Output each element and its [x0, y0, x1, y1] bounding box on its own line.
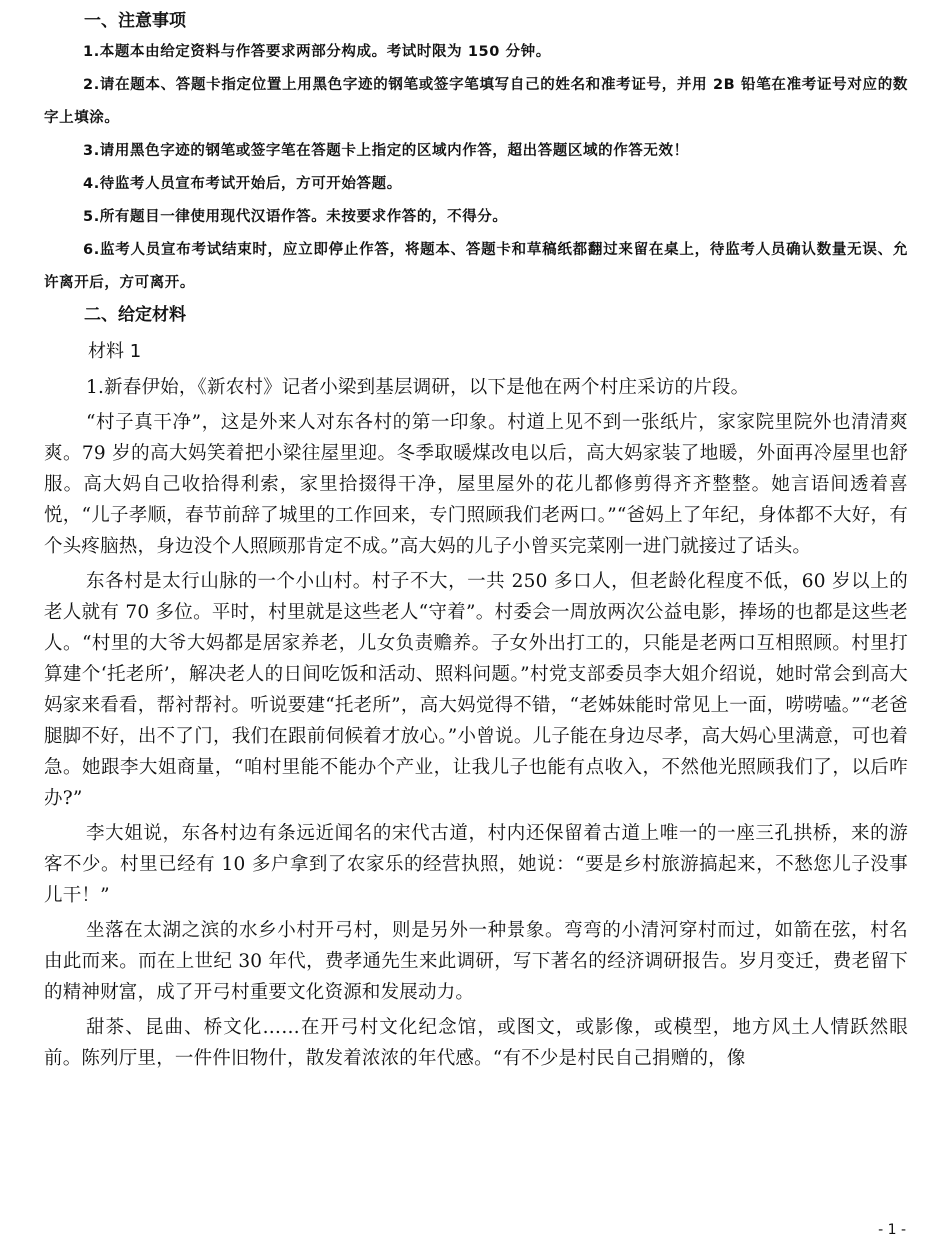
material-paragraph-4: 李大姐说，东各村边有条远近闻名的宋代古道，村内还保留着古道上唯一的一座三孔拱桥，来的游客不少。村里已经有 10 多户拿到了农家乐的经营执照，她说：“要是乡村旅游搞起来，不愁您儿子没事儿干！” — [44, 823, 908, 906]
notice-item-3: 3.请用黑色字迹的钢笔或签字笔在答题卡上指定的区域内作答，超出答题区域的作答无效！ — [83, 143, 689, 159]
document-page — [44, 6, 908, 1078]
material-paragraph-2: “村子真干净”，这是外来人对东各村的第一印象。村道上见不到一张纸片，家家院里院外也清清爽爽。79 岁的高大妈笑着把小梁往屋里迎。冬季取暖煤改电以后，高大妈家装了地暖，外面再冷屋里也舒服。高大妈自己收拾得利索，家里拾掇得干净，屋里屋外的花儿都修剪得齐齐整整。她言语间透着喜悦，“儿子孝顺，春节前辞了城里的工作回来，专门照顾我们老两口。”“爸妈上了年纪，身体都不大好，有个头疼脑热，身边没个人照顾那肯定不成。”高大妈的儿子小曾买完菜刚一进门就接过了话头。 — [44, 412, 908, 557]
notice-item-5: 5.所有题目一律使用现代汉语作答。未按要求作答的，不得分。 — [83, 209, 508, 225]
notice-item-1: 1.本题本由给定资料与作答要求两部分构成。考试时限为 150 分钟。 — [83, 44, 551, 60]
materials-heading: 二、给定材料 — [84, 305, 186, 325]
material-paragraph-3: 东各村是太行山脉的一个小山村。村子不大，一共 250 多口人，但老龄化程度不低，60 岁以上的老人就有 70 多位。平时，村里就是这些老人“守着”。村委会一周放两次公益电影，捧场的也都是这些老人。“村里的大爷大妈都是居家养老，儿女负责赡养。子女外出打工的，只能是老两口互相照顾。村里打算建个‘托老所’，解决老人的日间吃饭和活动、照料问题。”村党支部委员李大姐介绍说，她时常会到高大妈家来看看，帮衬帮衬。听说要建“托老所”，高大妈觉得不错，“老姊妹能时常见上一面，唠唠嗑。”“老爸腿脚不好，出不了门，我们在跟前伺候着才放心。”小曾说。儿子能在身边尽孝，高大妈心里满意，可也着急。她跟李大姐商量，“咱村里能不能办个产业，让我儿子也能有点收入，不然他光照顾我们了，以后咋办?” — [44, 571, 908, 809]
material-paragraph-6: 甜茶、昆曲、桥文化……在开弓村文化纪念馆，或图文，或影像，或模型，地方风土人情跃然眼前。陈列厅里，一件件旧物什，散发着浓浓的年代感。“有不少是村民自己捐赠的，像 — [44, 1017, 908, 1069]
material-paragraph-5: 坐落在太湖之滨的水乡小村开弓村，则是另外一种景象。弯弯的小清河穿村而过，如箭在弦，村名由此而来。而在上世纪 30 年代，费孝通先生来此调研，写下著名的经济调研报告。岁月变迁，费老留下的精神财富，成了开弓村重要文化资源和发展动力。 — [44, 920, 908, 1003]
notice-item-2: 2.请在题本、答题卡指定位置上用黑色字迹的钢笔或签字笔填写自己的姓名和准考证号，并用 2B 铅笔在准考证号对应的数字上填涂。 — [44, 77, 908, 126]
notice-heading: 一、注意事项 — [84, 11, 186, 31]
notice-item-4: 4.待监考人员宣布考试开始后，方可开始答题。 — [83, 176, 402, 192]
notice-item-6: 6.监考人员宣布考试结束时，应立即停止作答，将题本、答题卡和草稿纸都翻过来留在桌上，待监考人员确认数量无误、允许离开后，方可离开。 — [44, 242, 908, 291]
material-paragraph-1: 1.新春伊始，《新农村》记者小梁到基层调研，以下是他在两个村庄采访的片段。 — [86, 377, 750, 398]
page-number: - 1 - — [878, 1222, 906, 1238]
material-title: 材料 1 — [88, 341, 142, 362]
